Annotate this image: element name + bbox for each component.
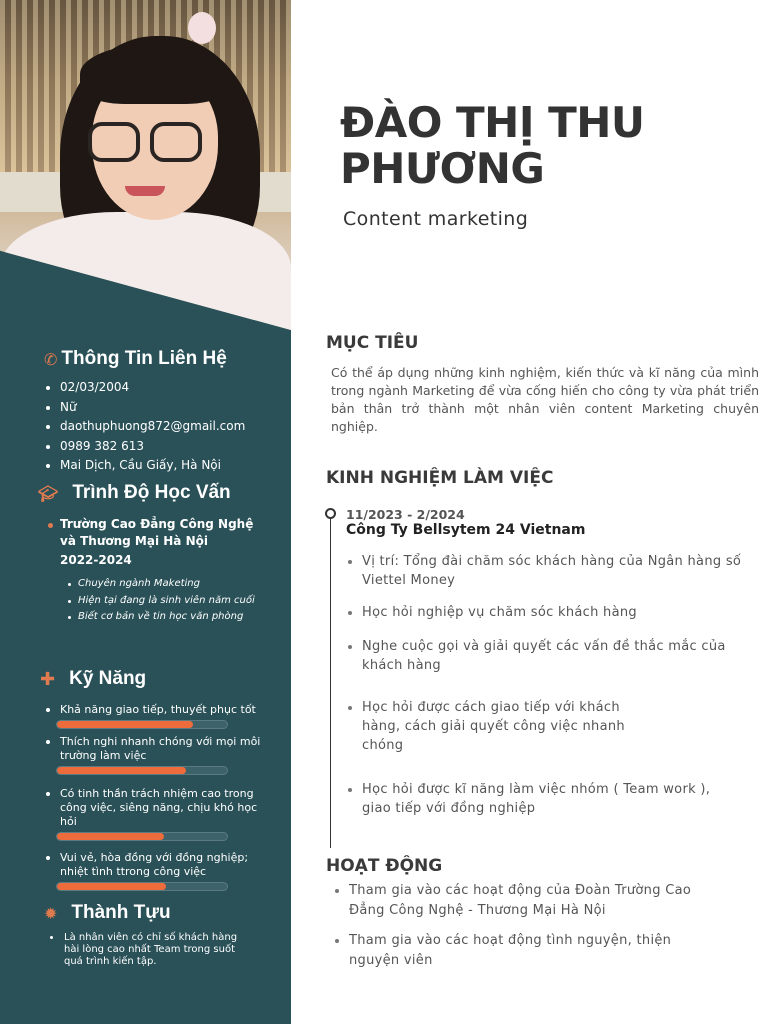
skill-item [46, 787, 274, 841]
skills-title: Kỹ Năng [69, 668, 147, 689]
skill-progress-fill [57, 833, 164, 840]
achievements-heading [44, 902, 171, 924]
skill-progress-fill [57, 883, 166, 890]
sidebar [0, 0, 291, 1024]
education-note: Hiện tại đang là sinh viên năm cuối [68, 593, 255, 610]
skill-progress-bar [56, 720, 228, 729]
goal-text: Có thể áp dụng những kinh nghiệm, kiến thức và kĩ năng của mình trong ngành Marketing để vừa cống hiến cho công ty vừa phát triển bản thân trở thành một nhân viên content Marketing chuyên nghiệp. [331, 365, 759, 434]
skill-label: Có tinh thần trách nhiệm cao trong công việc, siêng năng, chịu khó học hỏi [46, 787, 274, 829]
phone-icon: ✆ [44, 349, 58, 369]
skill-progress-bar [56, 766, 228, 775]
experience-date: 11/2023 - 2/2024 [346, 507, 465, 522]
puzzle-icon: ✚ [40, 668, 56, 690]
profile-photo [0, 0, 291, 330]
skill-item [46, 703, 274, 729]
contact-address: Mai Dịch, Cầu Giấy, Hà Nội [46, 456, 245, 476]
achievements-text: Là nhân viên có chỉ số khách hàng hài lòng cao nhất Team trong suốt quá trình kiến tập. [50, 932, 240, 968]
goal-heading: MỤC TIÊU [326, 333, 419, 353]
contact-heading [44, 348, 227, 370]
contact-list [46, 378, 245, 476]
medal-icon: ✹ [44, 903, 58, 923]
skill-progress-fill [57, 721, 193, 728]
experience-company: Công Ty Bellsytem 24 Vietnam [346, 522, 586, 538]
skill-label: Thích nghi nhanh chóng với mọi môi trường làm việc [46, 735, 274, 763]
education-heading [38, 482, 231, 504]
activity-item: Tham gia vào các hoạt động tình nguyện, thiện nguyện viên [349, 931, 719, 971]
timeline-line [330, 514, 331, 848]
candidate-name: ĐÀO THỊ THU PHƯƠNG [340, 98, 645, 193]
education-note: Chuyên ngành Maketing [68, 576, 255, 593]
achievements-title: Thành Tựu [71, 902, 171, 923]
skill-item [46, 851, 274, 891]
education-school: Trường Cao Đẳng Công Nghệ và Thương Mại Hà Nội [60, 516, 260, 550]
experience-item: Học hỏi được cách giao tiếp với khách hàng, cách giải quyết công việc nhanh chóng [362, 698, 662, 755]
education-years: 2022-2024 [60, 553, 132, 567]
graduation-cap-icon: 🎓︎ [38, 483, 59, 503]
skills-heading [40, 668, 146, 690]
education-note: Biết cơ bản về tin học văn phòng [68, 609, 255, 626]
skill-item [46, 735, 274, 775]
experience-item: Học hỏi nghiệp vụ chăm sóc khách hàng [362, 603, 742, 622]
timeline-dot [325, 508, 336, 519]
contact-gender: Nữ [46, 398, 245, 418]
contact-birthdate: 02/03/2004 [46, 378, 245, 398]
skill-progress-bar [56, 882, 228, 891]
experience-item: Nghe cuộc gọi và giải quyết các vấn đề thắc mắc của khách hàng [362, 637, 734, 675]
skill-label: Vui vẻ, hòa đồng với đồng nghiệp; nhiệt tình ttrong công việc [46, 851, 274, 879]
contact-phone[interactable]: 0989 382 613 [46, 437, 245, 457]
experience-item: Học hỏi được kĩ năng làm việc nhóm ( Team work ), giao tiếp với đồng nghiệp [362, 780, 740, 818]
skill-progress-bar [56, 832, 228, 841]
experience-item: Vị trí: Tổng đài chăm sóc khách hàng của Ngân hàng số Viettel Money [362, 554, 742, 588]
skill-label: Khả năng giao tiếp, thuyết phục tốt [46, 703, 274, 717]
activity-item: Tham gia vào các hoạt động của Đoàn Trường Cao Đẳng Công Nghệ - Thương Mại Hà Nội [349, 881, 719, 921]
candidate-role: Content marketing [343, 208, 529, 230]
education-title: Trình Độ Học Vấn [72, 482, 231, 503]
education-notes [68, 576, 255, 626]
contact-title: Thông Tin Liên Hệ [61, 348, 227, 369]
activities-heading: HOẠT ĐỘNG [326, 856, 443, 876]
contact-email[interactable]: daothuphuong872@gmail.com [46, 417, 245, 437]
skill-progress-fill [57, 767, 186, 774]
experience-heading: KINH NGHIỆM LÀM VIỆC [326, 468, 554, 488]
